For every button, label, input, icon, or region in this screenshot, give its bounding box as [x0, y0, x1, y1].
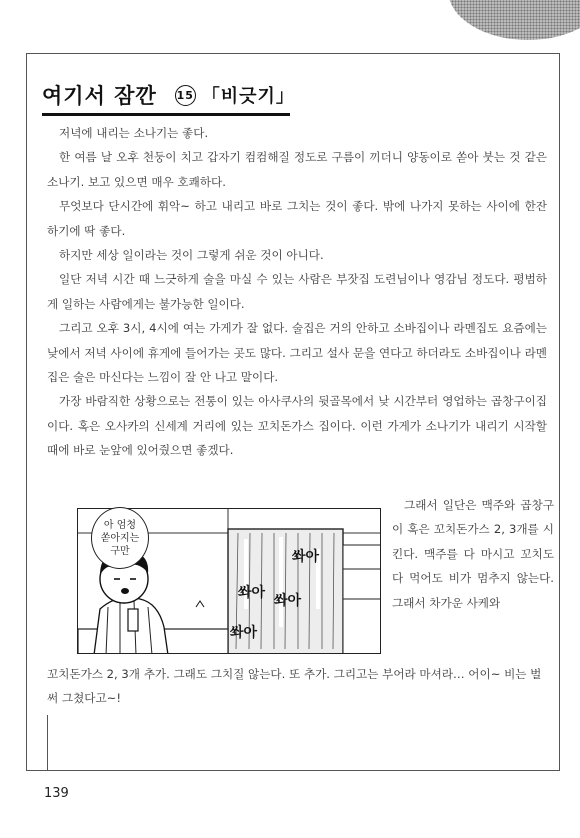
title-underline — [42, 113, 290, 116]
paragraph: 하지만 세상 일이라는 것이 그렇게 쉬운 것이 아니다. — [59, 248, 324, 263]
page-number: 139 — [44, 786, 69, 801]
paragraph: 일단 저녁 시간 때 느긋하게 술을 마실 수 있는 사람은 부잣집 도련님이나 영감님 정도다. 평범하게 일하는 사람에게는 불가능한 일이다. — [47, 272, 547, 311]
paragraph: 저녁에 내리는 소나기는 좋다. — [59, 126, 209, 140]
title-main: 여기서 잠깐 — [42, 84, 157, 108]
speech-bubble-text: 아 엄청 쏟아지는 구만 — [100, 519, 140, 557]
circled-number: 15 — [175, 85, 196, 106]
title-subtitle: 「비긋기」 — [201, 86, 295, 107]
speech-bubble — [91, 507, 149, 569]
sfx-text: 쏴아 — [292, 549, 320, 565]
title-sub — [175, 82, 295, 108]
paragraph: 그리고 오후 3시, 4시에 여는 가게가 잘 없다. 술집은 거의 안하고 소바집이나 라멘집도 요즘에는 낮에서 저녁 사이에 휴게에 들어가는 곳도 많다. 그리고 설사 문을 연다고 하더라도 소바집이나 라멘집은 술은 마신다는 느낌이 잘 안 나고 말이다. — [47, 321, 547, 385]
sfx-text: 쏴아 — [230, 625, 258, 641]
frame-tick — [47, 715, 48, 771]
section-title — [42, 80, 295, 110]
paragraph: 꼬치돈가스 2, 3개 추가. 그래도 그치질 않는다. 또 추가. 그리고는 부어라 마셔라… 어이~ 비는 벌써 그쳤다고~! — [47, 667, 542, 706]
paragraph: 가장 바람직한 상황으로는 전통이 있는 아사쿠사의 뒷골목에서 낮 시간부터 영업하는 곱창구이집이다. 혹은 오사카의 신세계 거리에 있는 꼬치돈가스 집이다. 이런 가게가 소나기가 내리기 시작할 때에 바로 눈앞에 있어줬으면 좋겠다. — [47, 394, 547, 458]
sfx-text: 쏴아 — [274, 593, 302, 609]
paragraph: 그래서 일단은 맥주와 곱창구이 혹은 꼬치돈가스 2, 3개를 시킨다. 맥주를 다 마시고 꼬치도 다 먹어도 비가 멈추지 않는다. 그래서 차가운 사케와 — [392, 498, 554, 610]
paragraph: 한 여름 날 오후 천둥이 치고 갑자기 컴컴해질 정도로 구름이 끼더니 양동이로 쏟아 붓는 것 같은 소나기. 보고 있으면 매우 호쾌하다. — [47, 150, 547, 189]
sfx-text: 쏴아 — [238, 585, 266, 601]
paragraph: 무엇보다 단시간에 휘악~ 하고 내리고 바로 그치는 것이 좋다. 밖에 나가지 못하는 사이에 한잔 하기에 딱 좋다. — [47, 199, 547, 238]
body-text — [47, 121, 547, 463]
corner-decoration — [448, 0, 580, 40]
tail-text — [47, 662, 547, 711]
side-text — [392, 493, 554, 615]
